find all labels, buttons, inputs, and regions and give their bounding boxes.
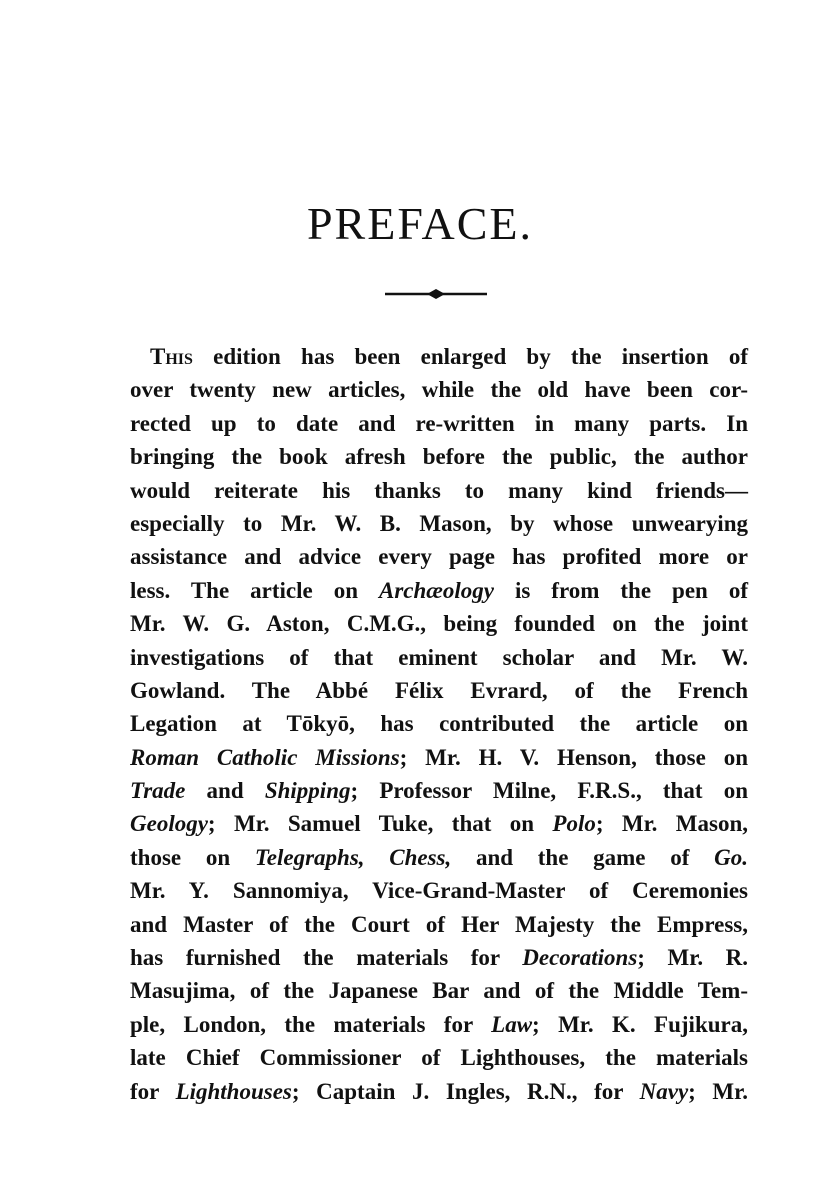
preface-line xyxy=(130,908,748,941)
italic-term: Law xyxy=(491,1011,533,1037)
text-run: and xyxy=(185,778,265,804)
text-run: Mr. Y. Sannomiya, Vice-Grand-Master of Ceremonies xyxy=(130,878,748,904)
italic-term: Geology xyxy=(130,811,208,837)
text-run: bringing the book afresh before the public, the author xyxy=(130,444,748,470)
page-title: PREFACE. xyxy=(306,198,534,249)
preface-line xyxy=(130,373,748,406)
preface-line xyxy=(130,774,748,807)
text-run: would reiterate his thanks to many kind friends— xyxy=(130,477,748,503)
text-run: assistance and advice every page has profited more or xyxy=(130,544,748,570)
preface-line xyxy=(130,1075,748,1108)
text-run: rected up to date and re-written in many parts. In xyxy=(130,410,748,436)
preface-line xyxy=(130,674,748,707)
text-run: ; Mr. Samuel Tuke, that on xyxy=(207,811,553,837)
italic-term: Decorations xyxy=(522,945,638,971)
preface-line xyxy=(130,440,748,473)
preface-line xyxy=(130,607,748,640)
preface-line xyxy=(130,474,748,507)
preface-line xyxy=(130,574,748,607)
preface-line xyxy=(130,874,748,907)
text-run: Legation at Tōkyō, has contributed the article on xyxy=(130,711,748,737)
preface-line xyxy=(130,540,748,573)
preface-line xyxy=(130,741,748,774)
text-run: less. The article on xyxy=(130,577,379,603)
text-run: is from the pen of xyxy=(493,577,748,603)
text-run: Masujima, of the Japanese Bar and of the Middle Tem- xyxy=(130,978,748,1004)
preface-line xyxy=(130,941,748,974)
text-run: ; Mr. R. xyxy=(637,945,749,971)
preface-line xyxy=(130,1008,748,1041)
text-run: late Chief Commissioner of Lighthouses, the materials xyxy=(130,1045,748,1071)
preface-line xyxy=(130,340,748,373)
italic-term: Roman Catholic Missions xyxy=(130,744,400,770)
text-run: especially to Mr. W. B. Mason, by whose unwearying xyxy=(130,510,748,536)
italic-term: Shipping xyxy=(264,778,351,804)
text-run: ; Captain J. Ingles, R.N., for xyxy=(291,1078,640,1104)
preface-line xyxy=(130,974,748,1007)
preface-line xyxy=(130,641,748,674)
text-run: ple, London, the materials for xyxy=(130,1011,492,1037)
italic-term: Go. xyxy=(714,844,748,870)
text-run: ; Professor Milne, F.R.S., that on xyxy=(350,778,748,804)
italic-term: Telegraphs, Chess, xyxy=(254,844,452,870)
text-run: Gowland. The Abbé Félix Evrard, of the French xyxy=(130,677,748,703)
preface-line xyxy=(130,807,748,840)
text-run: ; Mr. H. V. Henson, those on xyxy=(399,744,748,770)
preface-line xyxy=(130,841,748,874)
text-run: investigations of that eminent scholar and Mr. W. xyxy=(130,644,748,670)
preface-line xyxy=(130,707,748,740)
preface-line xyxy=(130,507,748,540)
text-run: ; Mr. K. Fujikura, xyxy=(532,1011,748,1037)
italic-term: Lighthouses xyxy=(175,1078,292,1104)
text-run: over twenty new articles, while the old have been cor- xyxy=(130,377,748,403)
text-run: ; Mr. Mason, xyxy=(595,811,748,837)
text-run: ; Mr. xyxy=(688,1078,748,1104)
drop-word: This xyxy=(150,344,193,369)
preface-line xyxy=(130,407,748,440)
text-run: and Master of the Court of Her Majesty the Empress, xyxy=(130,911,748,937)
italic-term: Navy xyxy=(639,1078,689,1104)
text-run: and the game of xyxy=(451,844,715,870)
preface-line xyxy=(130,1041,748,1074)
preface-body xyxy=(130,340,748,1108)
text-run: those on xyxy=(130,844,255,870)
text-run: edition has been enlarged by the insertion of xyxy=(192,344,748,369)
text-run: has furnished the materials for xyxy=(130,945,523,971)
text-run: for xyxy=(130,1078,176,1104)
text-run: Mr. W. G. Aston, C.M.G., being founded on the joint xyxy=(130,611,748,637)
italic-term: Polo xyxy=(552,811,596,837)
italic-term: Trade xyxy=(130,778,186,804)
ornament-divider-icon xyxy=(383,284,489,304)
italic-term: Archæology xyxy=(378,577,494,603)
